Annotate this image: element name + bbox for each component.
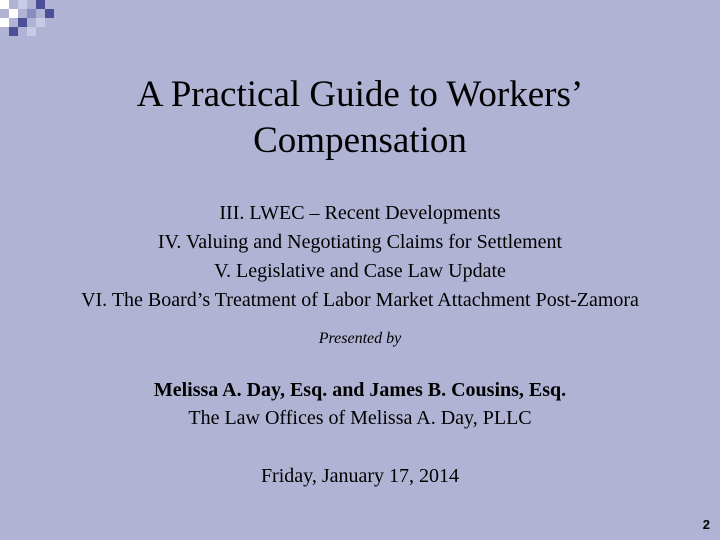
title-line-1: A Practical Guide to Workers’: [136, 74, 584, 115]
page-number: 2: [702, 517, 710, 532]
agenda-item: IV. Valuing and Negotiating Claims for Settlement: [157, 231, 563, 253]
agenda-item: VI. The Board’s Treatment of Labor Market Attachment Post-Zamora: [81, 289, 639, 311]
title-line-2: Compensation: [253, 120, 467, 161]
agenda-item: V. Legislative and Case Law Update: [214, 260, 506, 282]
firm-name: The Law Offices of Melissa A. Day, PLLC: [188, 407, 532, 429]
agenda-item: III. LWEC – Recent Developments: [219, 202, 501, 224]
presentation-date: Friday, January 17, 2014: [260, 465, 460, 487]
decorative-squares: [0, 0, 720, 40]
slide-title: [0, 72, 720, 164]
agenda-list: [0, 199, 720, 315]
presenter-names: Melissa A. Day, Esq. and James B. Cousins, Esq.: [153, 379, 567, 401]
presented-by-label: Presented by: [318, 330, 402, 347]
